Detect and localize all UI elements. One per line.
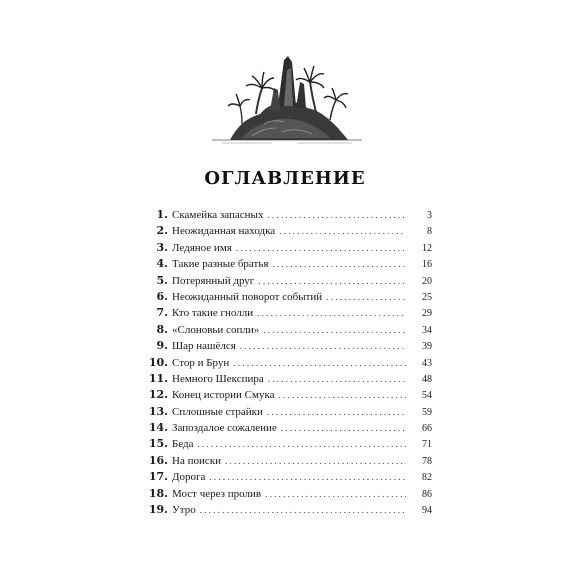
chapter-title: Кто такие гнолли bbox=[172, 307, 254, 320]
dot-leader bbox=[267, 404, 406, 420]
page-number: 25 bbox=[422, 291, 432, 303]
page-number: 66 bbox=[422, 423, 432, 435]
chapter-title: Конец истории Смука bbox=[172, 389, 275, 402]
toc-entry bbox=[136, 322, 432, 338]
page-number: 94 bbox=[422, 505, 432, 517]
toc-entry bbox=[136, 453, 432, 469]
chapter-number: 1. bbox=[156, 208, 168, 221]
toc-entry bbox=[136, 436, 432, 452]
page-number: 3 bbox=[427, 210, 432, 221]
chapter-number: 5. bbox=[156, 273, 168, 287]
toc-entry bbox=[136, 404, 432, 420]
toc-entry bbox=[136, 469, 432, 485]
chapter-title: Шар нашёлся bbox=[172, 340, 236, 353]
page-number: 54 bbox=[422, 390, 432, 402]
page-number: 82 bbox=[422, 472, 432, 484]
chapter-title: Потерянный друг bbox=[172, 274, 255, 287]
dot-leader bbox=[209, 469, 406, 485]
chapter-number: 17. bbox=[148, 470, 168, 484]
page-number: 86 bbox=[422, 488, 432, 500]
dot-leader bbox=[263, 322, 406, 338]
dot-leader bbox=[258, 273, 406, 289]
page-number: 78 bbox=[422, 455, 432, 467]
chapter-number: 19. bbox=[148, 503, 168, 517]
toc-entry bbox=[136, 240, 432, 256]
chapter-title: На поиски bbox=[172, 454, 221, 467]
toc-entry bbox=[136, 387, 432, 403]
chapter-title: Дорога bbox=[172, 471, 206, 484]
dot-leader bbox=[225, 453, 406, 469]
chapter-title: «Слоновьи сопли» bbox=[172, 323, 260, 336]
chapter-number: 18. bbox=[148, 486, 168, 500]
chapter-number: 10. bbox=[148, 355, 168, 369]
dot-leader bbox=[233, 355, 406, 371]
page-number: 48 bbox=[422, 373, 432, 385]
chapter-title: Неожиданный поворот событий bbox=[172, 290, 323, 303]
toc-entry bbox=[136, 486, 432, 502]
chapter-number: 14. bbox=[148, 421, 168, 435]
dot-leader bbox=[265, 486, 406, 502]
toc-entry bbox=[136, 305, 432, 321]
chapter-number: 7. bbox=[156, 306, 168, 320]
chapter-title: Утро bbox=[172, 504, 196, 517]
table-of-contents-list bbox=[136, 207, 432, 518]
chapter-number: 16. bbox=[148, 453, 168, 467]
chapter-title: Сплошные страйки bbox=[172, 405, 263, 418]
page-number: 43 bbox=[422, 357, 432, 369]
chapter-number: 9. bbox=[156, 339, 168, 353]
dot-leader bbox=[272, 256, 406, 272]
page-number: 34 bbox=[422, 324, 432, 336]
toc-entry bbox=[136, 256, 432, 272]
chapter-number: 3. bbox=[156, 240, 168, 254]
dot-leader bbox=[281, 420, 406, 436]
chapter-title: Немного Шекспира bbox=[172, 372, 264, 385]
page-number: 16 bbox=[422, 259, 432, 271]
toc-entry bbox=[136, 502, 432, 518]
chapter-number: 13. bbox=[148, 404, 168, 418]
chapter-number: 11. bbox=[148, 371, 168, 385]
dot-leader bbox=[240, 338, 406, 354]
chapter-title: Скамейка запасных bbox=[172, 209, 264, 221]
toc-entry bbox=[136, 223, 432, 239]
toc-entry bbox=[136, 289, 432, 305]
dot-leader bbox=[236, 240, 406, 256]
chapter-title: Стор и Брун bbox=[172, 356, 230, 369]
island-illustration-icon bbox=[212, 48, 362, 148]
chapter-number: 6. bbox=[156, 289, 168, 303]
chapter-number: 4. bbox=[156, 257, 168, 271]
page-number: 8 bbox=[427, 226, 432, 238]
toc-entry bbox=[136, 338, 432, 354]
dot-leader bbox=[279, 387, 406, 403]
dot-leader bbox=[257, 305, 406, 321]
chapter-number: 8. bbox=[156, 322, 168, 336]
chapter-title: Запоздалое сожаление bbox=[172, 422, 277, 435]
toc-entry bbox=[136, 355, 432, 371]
dot-leader bbox=[326, 289, 406, 305]
toc-entry bbox=[136, 273, 432, 289]
chapter-title: Такие разные братья bbox=[172, 258, 269, 271]
table-of-contents-title: ОГЛАВЛЕНИЕ bbox=[204, 168, 366, 189]
toc-entry bbox=[136, 420, 432, 436]
page-number: 20 bbox=[422, 275, 432, 287]
page-number: 71 bbox=[422, 439, 432, 451]
toc-entry bbox=[136, 371, 432, 387]
page-number: 39 bbox=[422, 341, 432, 353]
chapter-number: 15. bbox=[148, 437, 168, 451]
chapter-number: 12. bbox=[148, 388, 168, 402]
dot-leader bbox=[267, 207, 406, 223]
chapter-title: Мост через пролив bbox=[172, 487, 262, 500]
chapter-title: Ледяное имя bbox=[172, 241, 232, 254]
dot-leader bbox=[279, 223, 406, 239]
dot-leader bbox=[200, 502, 406, 518]
dot-leader bbox=[198, 436, 406, 452]
dot-leader bbox=[268, 371, 406, 387]
chapter-title: Неожиданная находка bbox=[172, 225, 276, 238]
toc-entry bbox=[136, 207, 432, 223]
chapter-number: 2. bbox=[156, 224, 168, 238]
page-number: 12 bbox=[422, 242, 432, 254]
page-number: 59 bbox=[422, 406, 432, 418]
page-number: 29 bbox=[422, 308, 432, 320]
chapter-title: Беда bbox=[172, 438, 194, 451]
